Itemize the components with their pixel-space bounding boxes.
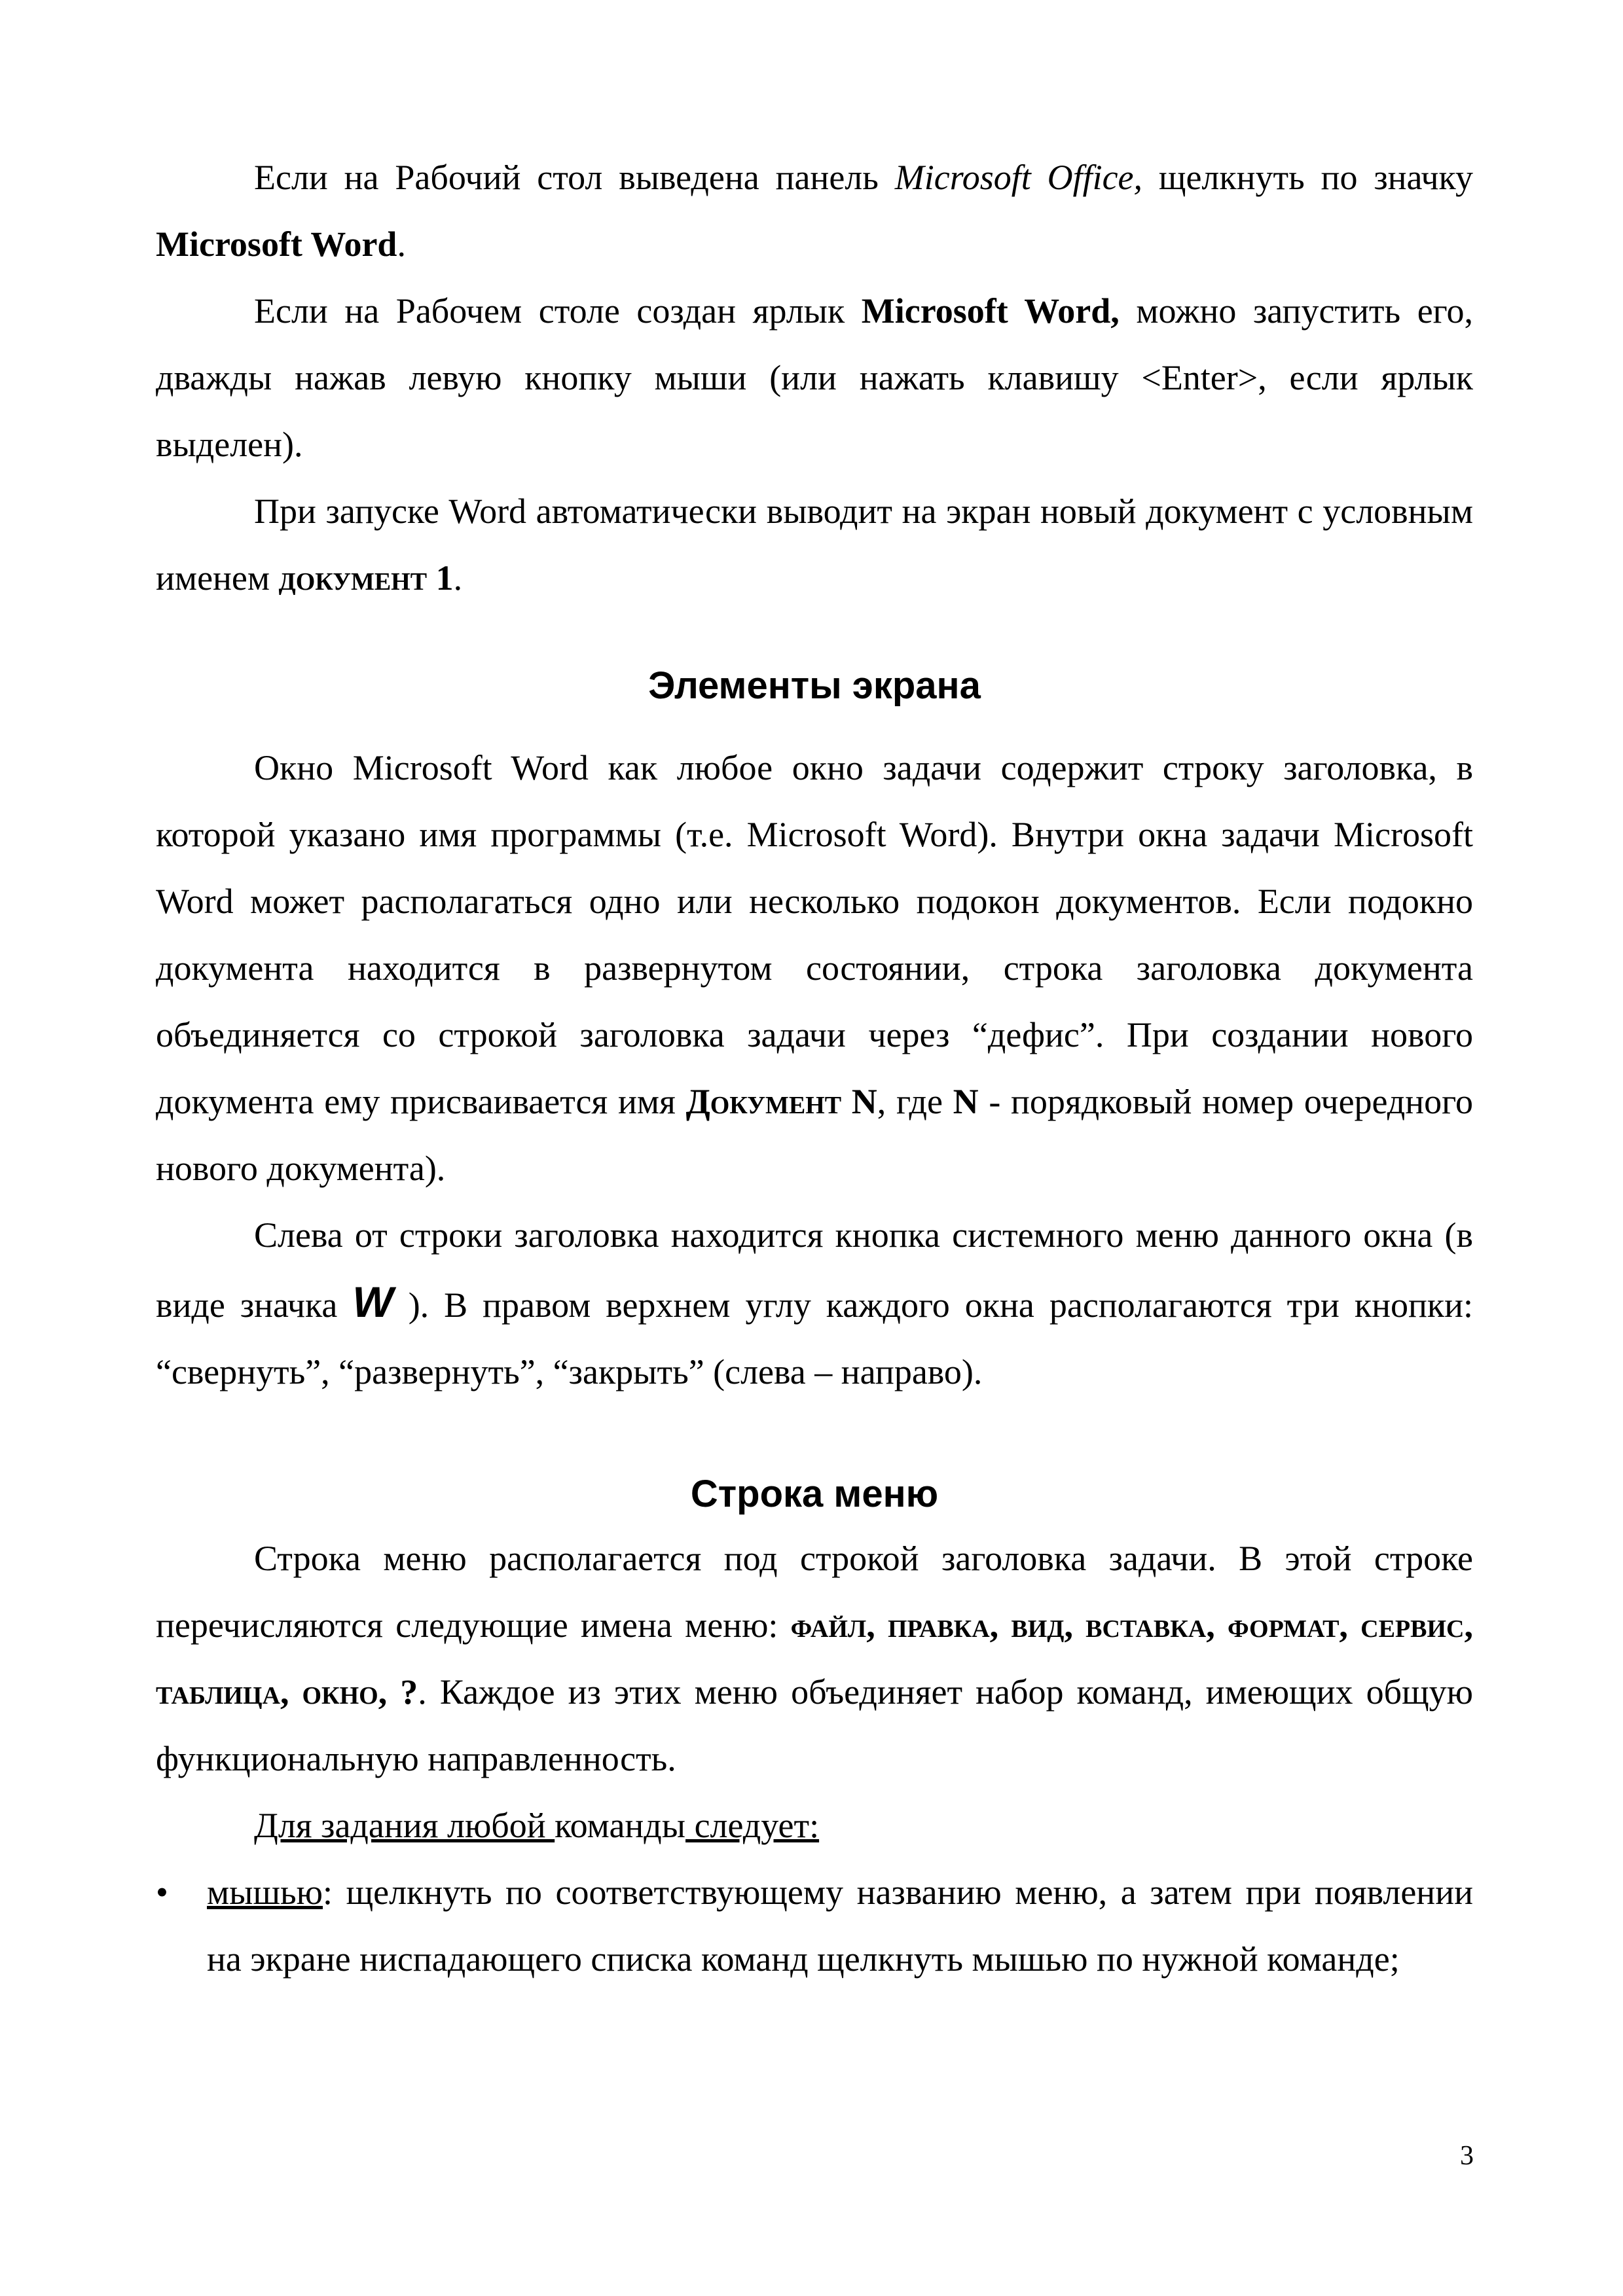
paragraph-1: Если на Рабочий стол выведена панель Microsoft Office, щелкнуть по значку Microsoft Word. bbox=[156, 158, 1473, 264]
paragraph-2: Если на Рабочем столе создан ярлык Microsoft Word, можно запустить его, дважды нажав левую кнопку мыши (или нажать клавишу <Enter>, если ярлык выделен). bbox=[156, 291, 1473, 464]
list-item: • мышью: щелкнуть по соответствующему названию меню, а затем при появлении на экране ниспадающего списка команд щелкнуть мышью по нужной команде; bbox=[156, 1859, 1473, 1992]
instruction-list bbox=[156, 1859, 1473, 1992]
paragraph-5: Слева от строки заголовка находится кнопка системного меню данного окна (в виде значка W ). В правом верхнем углу каждого окна располагаются три кнопки: “свернуть”, “развернуть”, “закрыть” (слева – направо). bbox=[156, 1215, 1473, 1391]
italic-microsoft-office: Microsoft Office, bbox=[894, 158, 1143, 197]
paragraph-6: Строка меню располагается под строкой заголовка задачи. В этой строке перечисляются следующие имена меню: файл, правка, вид, вставка, формат, сервис, таблица, окно, ?. Каждое из этих меню объединяет набор команд, имеющих общую функциональную направленность. bbox=[156, 1539, 1473, 1778]
page-number: 3 bbox=[1460, 2141, 1474, 2171]
body-text-block-3 bbox=[156, 1525, 1473, 1992]
smallcaps-document-1: документ 1 bbox=[278, 558, 454, 598]
paragraph-7: Для задания любой команды следует: bbox=[254, 1806, 820, 1845]
paragraph-3: При запуске Word автоматически выводит на экран новый документ с условным именем документ 1. bbox=[156, 492, 1473, 598]
heading-menu-bar: Строка меню bbox=[690, 1473, 939, 1515]
bullet-icon: • bbox=[156, 1873, 168, 1912]
bold-microsoft-word-shortcut: Microsoft Word, bbox=[861, 291, 1120, 331]
word-w-icon: W bbox=[352, 1278, 393, 1326]
body-text-block-1 bbox=[156, 144, 1473, 611]
section-screen-elements bbox=[156, 655, 1473, 717]
paragraph-4: Окно Microsoft Word как любое окно задачи содержит строку заголовка, в которой указано имя программы (т.е. Microsoft Word). Внутри окна задачи Microsoft Word может располагаться одно или несколько подокон документов. Если подокно документа находится в развернутом состоянии, строка заголовка документа объединяется со строкой заголовка задачи через “дефис”. При создании нового документа ему присваивается имя Документ N, где N - порядковый номер очередного нового документа). bbox=[156, 748, 1473, 1188]
smallcaps-document-n: Документ N bbox=[685, 1082, 877, 1121]
heading-screen-elements: Элементы экрана bbox=[648, 664, 981, 707]
smallcaps-menu-names: файл, правка, вид, вставка, формат, сервис, таблица, окно, ? bbox=[156, 1605, 1473, 1712]
bold-n: N bbox=[953, 1082, 979, 1121]
bold-microsoft-word: Microsoft Word bbox=[156, 224, 397, 264]
section-menu-bar bbox=[156, 1463, 1473, 1526]
body-text-block-2 bbox=[156, 734, 1473, 1405]
